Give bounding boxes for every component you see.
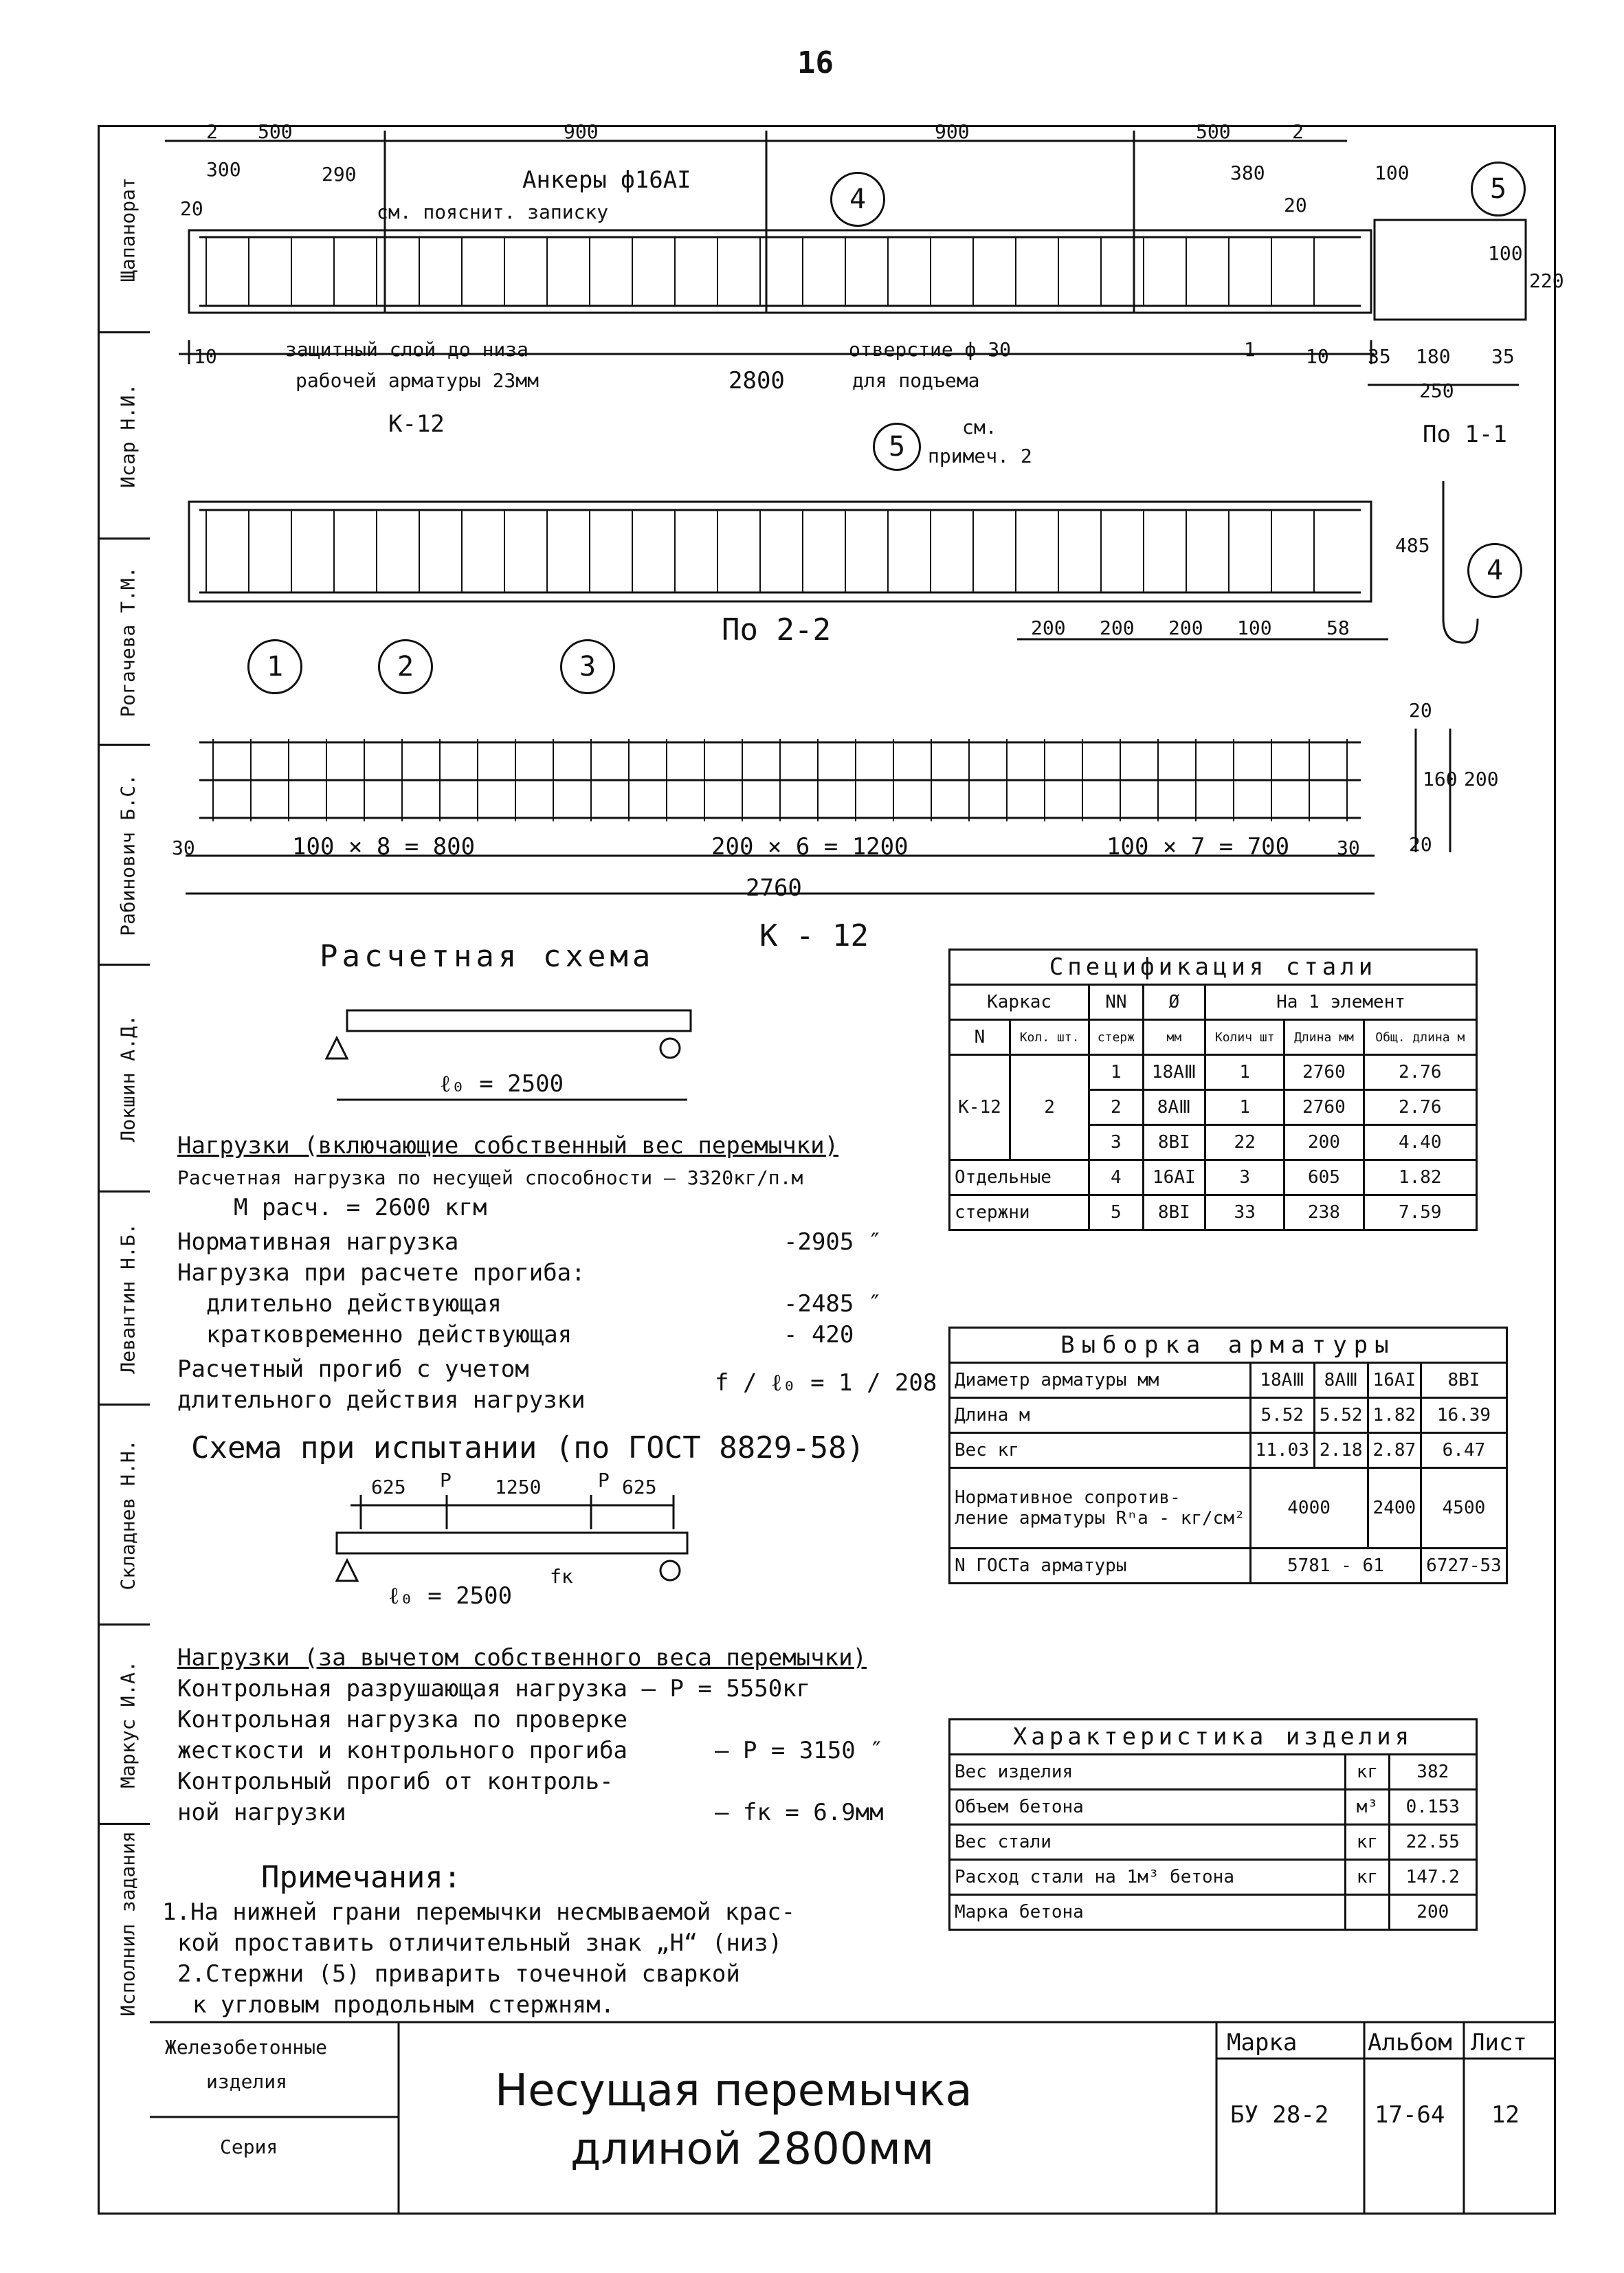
marker-1 bbox=[247, 639, 302, 694]
mid-dim-4: 100 bbox=[1237, 617, 1272, 639]
side-stamp-text: Левантин Н.Б. bbox=[116, 1222, 140, 1374]
spec-cell: 2.76 bbox=[1364, 1090, 1476, 1125]
mid-dim-2: 200 bbox=[1100, 617, 1135, 639]
prod-label: Объем бетона bbox=[950, 1790, 1346, 1825]
rebar-norm-v2: 2400 bbox=[1368, 1468, 1421, 1549]
marker-label: 1 bbox=[266, 651, 284, 683]
test-row-3: Контрольный прогиб от контроль- bbox=[177, 1768, 614, 1795]
anchor-ref: см. пояснит. записку bbox=[377, 201, 609, 223]
rebar-h-0: Диаметр арматуры мм bbox=[950, 1363, 1251, 1398]
mid-dim-3: 200 bbox=[1168, 617, 1203, 639]
rebar-cell: 2.18 bbox=[1314, 1433, 1368, 1468]
marker-label: 2 bbox=[397, 651, 414, 683]
dim-top-6: 900 bbox=[564, 120, 599, 143]
spec-h-kolsht: Колич шт bbox=[1205, 1020, 1284, 1055]
spec-cell: 8AⅢ bbox=[1143, 1090, 1205, 1125]
dim-top-12: 100 bbox=[1375, 162, 1410, 184]
marker-label: 5 bbox=[1489, 173, 1507, 205]
spec-cell: 8BI bbox=[1143, 1125, 1205, 1160]
prod-unit: кг bbox=[1346, 1755, 1389, 1790]
rebar-gost-label: N ГОСТа арматуры bbox=[950, 1549, 1251, 1584]
rebar-r1-label: Длина м bbox=[950, 1398, 1251, 1433]
tb-mark: БУ 28-2 bbox=[1230, 2101, 1329, 2129]
calc-deflection: f / ℓ₀ = 1 / 208 bbox=[715, 1369, 937, 1397]
spec-cell: 22 bbox=[1205, 1125, 1284, 1160]
spec-cell: 16AI bbox=[1143, 1160, 1205, 1195]
spec-cell: 2 bbox=[1089, 1090, 1143, 1125]
test-val-2: — P = 3150 ″ bbox=[715, 1737, 884, 1764]
prod-value: 147.2 bbox=[1389, 1860, 1476, 1895]
prod-title: Характеристика изделия bbox=[950, 1720, 1477, 1755]
dim-top-7: 900 bbox=[935, 120, 970, 143]
note-line-3: 2.Стержни (5) приварить точечной сваркой bbox=[177, 1960, 740, 1988]
spec-title: Спецификация стали bbox=[950, 950, 1477, 985]
tb-title-2: длиной 2800мм bbox=[570, 2124, 935, 2175]
cage-sec-dim-3: 20 bbox=[1409, 833, 1432, 856]
prod-unit: м³ bbox=[1346, 1790, 1389, 1825]
mid-dim-5: 58 bbox=[1326, 617, 1350, 639]
sec-dim-100: 100 bbox=[1488, 242, 1523, 265]
dim-top-1: 2 bbox=[206, 120, 218, 143]
spec-cell: 3 bbox=[1089, 1125, 1143, 1160]
side-stamp-text: Маркус И.А. bbox=[116, 1660, 140, 1788]
rebar-h-1: 18AⅢ bbox=[1250, 1363, 1314, 1398]
side-stamp-text: Рабинович Б.С. bbox=[116, 773, 140, 936]
hole-note: отверстие ф 30 bbox=[849, 338, 1012, 361]
tb-left-2: изделия bbox=[206, 2070, 288, 2093]
dim-top-11: 20 bbox=[1284, 194, 1307, 217]
test-title: Схема при испытании (по ГОСТ 8829-58) bbox=[191, 1430, 865, 1465]
calc-row-1: M расч. = 2600 кгм bbox=[234, 1194, 487, 1221]
calc-row-6: Расчетный прогиб с учетом bbox=[177, 1355, 529, 1383]
side-stamp-text: Складнев Н.Н. bbox=[116, 1439, 140, 1590]
tb-left-1: Железобетонные bbox=[165, 2036, 328, 2059]
k12-label-mid: К-12 bbox=[388, 410, 445, 438]
spec-cell: 33 bbox=[1205, 1195, 1284, 1230]
marker-4-hook bbox=[1467, 543, 1522, 598]
test-span: ℓ₀ = 2500 bbox=[388, 1582, 513, 1610]
spec-h-dl: Длина мм bbox=[1284, 1020, 1364, 1055]
protect-note: защитный слой до низа bbox=[285, 338, 529, 361]
prod-label: Марка бетона bbox=[950, 1895, 1346, 1930]
side-stamp-text: Щапанорат bbox=[116, 177, 140, 282]
test-fk: fк bbox=[550, 1565, 573, 1588]
marker-5-section bbox=[1471, 162, 1526, 217]
test-row-1: Контрольная нагрузка по проверке bbox=[177, 1706, 628, 1733]
marker-label: 3 bbox=[579, 651, 597, 683]
spec-cell: 2.76 bbox=[1364, 1055, 1476, 1090]
calc-val-5: - 420 bbox=[783, 1321, 854, 1349]
prod-label: Расход стали на 1м³ бетона bbox=[950, 1860, 1346, 1895]
rebar-cell: 2.87 bbox=[1368, 1433, 1421, 1468]
calc-row-5: кратковременно действующая bbox=[206, 1321, 572, 1349]
marker-label: 4 bbox=[1486, 555, 1504, 586]
dim-top-8: 500 bbox=[1196, 120, 1231, 143]
calc-row-7: длительного действия нагрузки bbox=[177, 1386, 586, 1414]
marker-label: 4 bbox=[849, 184, 867, 215]
spec-cell: 1 bbox=[1205, 1055, 1284, 1090]
protect-note-2: рабочей арматуры 23мм bbox=[296, 369, 540, 392]
prod-value: 22.55 bbox=[1389, 1825, 1476, 1860]
notes-title: Примечания: bbox=[261, 1860, 462, 1895]
spec-cell: 4 bbox=[1089, 1160, 1143, 1195]
spec-h-mm: мм bbox=[1143, 1020, 1205, 1055]
rebar-norm-label-2: ление арматуры Rⁿa - кг/см² bbox=[955, 1508, 1245, 1529]
cage-seg-1: 100 × 8 = 800 bbox=[292, 833, 476, 861]
dim-10-left: 10 bbox=[194, 345, 217, 368]
spec-cell: 8BI bbox=[1143, 1195, 1205, 1230]
test-dim-2: P bbox=[440, 1469, 452, 1492]
section-1-label: По 1-1 bbox=[1423, 421, 1507, 448]
rebar-cell: 16.39 bbox=[1421, 1398, 1507, 1433]
mid-note: см. bbox=[962, 416, 997, 439]
dim-10-right: 10 bbox=[1306, 345, 1329, 368]
cage-sec-dim-2: 160 bbox=[1423, 768, 1458, 790]
spec-sep-2: стержни bbox=[950, 1195, 1089, 1230]
cage-label: К - 12 bbox=[759, 918, 869, 953]
cage-dim-right: 30 bbox=[1337, 836, 1360, 859]
cage-dim-left: 30 bbox=[172, 836, 195, 859]
hole-note-2: для подъема bbox=[852, 369, 980, 392]
calc-val-4: -2485 ″ bbox=[783, 1290, 882, 1318]
spec-sep-1: Отдельные bbox=[950, 1160, 1089, 1195]
spec-h-d: Ø bbox=[1143, 985, 1205, 1020]
spec-h-el: На 1 элемент bbox=[1205, 985, 1477, 1020]
dim-top-5: 290 bbox=[322, 163, 357, 186]
note-line-4: к угловым продольным стержням. bbox=[192, 1991, 615, 2019]
spec-cell: 4.40 bbox=[1364, 1125, 1476, 1160]
calc-row-0: Расчетная нагрузка по несущей способности — 3320кг/п.м bbox=[177, 1166, 803, 1189]
spec-h-st: стерж bbox=[1089, 1020, 1143, 1055]
sec-dim-220: 220 bbox=[1529, 269, 1564, 292]
spec-h-kol: Кол. шт. bbox=[1010, 1020, 1089, 1055]
marker-label: 5 bbox=[888, 431, 906, 463]
marker-3 bbox=[560, 639, 615, 694]
rebar-h-4: 8BI bbox=[1421, 1363, 1507, 1398]
test-dim-1: 625 bbox=[371, 1476, 406, 1498]
spec-cell: 5 bbox=[1089, 1195, 1143, 1230]
marker-5-mid bbox=[873, 423, 921, 471]
calc-val-2: -2905 ″ bbox=[783, 1228, 882, 1256]
anchor-note: Анкеры ф16AI bbox=[522, 166, 691, 194]
calc-span: ℓ₀ = 2500 bbox=[440, 1070, 564, 1098]
calc-row-2: Нормативная нагрузка bbox=[177, 1228, 459, 1256]
page-number: 16 bbox=[797, 45, 834, 80]
spec-cell: 7.59 bbox=[1364, 1195, 1476, 1230]
prod-label: Вес стали bbox=[950, 1825, 1346, 1860]
spec-cell: 605 bbox=[1284, 1160, 1364, 1195]
section-2-label: По 2-2 bbox=[722, 612, 831, 647]
hook-dim: 485 bbox=[1395, 534, 1430, 557]
rebar-cell: 11.03 bbox=[1250, 1433, 1314, 1468]
side-stamp-text: Рогачева Т.М. bbox=[116, 566, 140, 718]
rebar-norm-v1: 4000 bbox=[1250, 1468, 1368, 1549]
tb-sheet: 12 bbox=[1491, 2101, 1520, 2129]
rebar-gost-v2: 6727-53 bbox=[1421, 1549, 1507, 1584]
test-loads-title: Нагрузки (за вычетом собственного веса перемычки) bbox=[177, 1644, 867, 1672]
dim-top-3: 300 bbox=[206, 158, 241, 181]
cage-sec-dim-1: 20 bbox=[1409, 699, 1432, 722]
rebar-cell: 6.47 bbox=[1421, 1433, 1507, 1468]
dim-1: 1 bbox=[1244, 338, 1256, 361]
note-line-1: 1.На нижней грани перемычки несмываемой крас- bbox=[162, 1898, 796, 1926]
spec-h-n: N bbox=[950, 1020, 1010, 1055]
test-dim-4: P bbox=[598, 1469, 610, 1492]
rebar-r2-label: Вес кг bbox=[950, 1433, 1251, 1468]
test-row-4: ной нагрузки bbox=[177, 1799, 346, 1826]
marker-4-top bbox=[830, 172, 885, 227]
tb-left-3: Серия bbox=[220, 2136, 278, 2158]
spec-cell: 238 bbox=[1284, 1195, 1364, 1230]
test-val-4: — fк = 6.9мм bbox=[715, 1799, 884, 1826]
test-row-0: Контрольная разрушающая нагрузка — P = 5550кг bbox=[177, 1675, 811, 1703]
cage-seg-3: 100 × 7 = 700 bbox=[1106, 833, 1290, 861]
side-stamp-text: Локшин А.Д. bbox=[116, 1014, 140, 1142]
spec-h-obsh: Общ. длина м bbox=[1364, 1020, 1476, 1055]
tb-h-sheet: Лист bbox=[1471, 2029, 1527, 2056]
rebar-table bbox=[948, 1327, 1508, 1584]
spec-cell: 2760 bbox=[1284, 1055, 1364, 1090]
mid-note-2: примеч. 2 bbox=[928, 445, 1032, 467]
cage-total: 2760 bbox=[746, 874, 802, 902]
spec-cell: 1 bbox=[1205, 1090, 1284, 1125]
prod-value: 0.153 bbox=[1389, 1790, 1476, 1825]
spec-cell: 1.82 bbox=[1364, 1160, 1476, 1195]
prod-unit: кг bbox=[1346, 1860, 1389, 1895]
cage-seg-2: 200 × 6 = 1200 bbox=[711, 833, 909, 861]
tb-title-1: Несущая перемычка bbox=[495, 2065, 972, 2116]
marker-2 bbox=[378, 639, 433, 694]
test-dim-5: 625 bbox=[622, 1476, 657, 1498]
rebar-h-2: 8AⅢ bbox=[1314, 1363, 1368, 1398]
dim-top-10: 380 bbox=[1230, 162, 1265, 184]
dim-top-9: 2 bbox=[1292, 120, 1304, 143]
spec-cell: 2760 bbox=[1284, 1090, 1364, 1125]
rebar-cell: 5.52 bbox=[1250, 1398, 1314, 1433]
calc-title: Расчетная схема bbox=[320, 939, 655, 974]
dim-top-2: 500 bbox=[258, 120, 293, 143]
rebar-title: Выборка арматуры bbox=[950, 1328, 1507, 1363]
sec-dim-250: 250 bbox=[1419, 379, 1454, 402]
tb-album: 17-64 bbox=[1375, 2101, 1445, 2129]
product-table bbox=[948, 1718, 1478, 1931]
prod-value: 382 bbox=[1389, 1755, 1476, 1790]
spec-table bbox=[948, 949, 1478, 1231]
calc-loads-title: Нагрузки (включающие собственный вес перемычки) bbox=[177, 1132, 839, 1160]
test-row-2: жесткости и контрольного прогиба bbox=[177, 1737, 628, 1764]
rebar-norm-v3: 4500 bbox=[1421, 1468, 1507, 1549]
spec-h-nn: NN bbox=[1089, 985, 1143, 1020]
sec-dim-35b: 35 bbox=[1491, 345, 1515, 368]
spec-h-karkas: Каркас bbox=[950, 985, 1089, 1020]
spec-cell: 18AⅢ bbox=[1143, 1055, 1205, 1090]
prod-label: Вес изделия bbox=[950, 1755, 1346, 1790]
rebar-h-3: 16AI bbox=[1368, 1363, 1421, 1398]
side-stamp-text: Исар Н.И. bbox=[116, 383, 140, 488]
prod-unit bbox=[1346, 1895, 1389, 1930]
tb-h-mark: Марка bbox=[1227, 2029, 1298, 2056]
rebar-gost-v1: 5781 - 61 bbox=[1250, 1549, 1421, 1584]
rebar-norm-label bbox=[950, 1468, 1251, 1549]
rebar-norm-label-1: Нормативное сопротив- bbox=[955, 1487, 1181, 1508]
mid-dim-1: 200 bbox=[1031, 617, 1066, 639]
sec-dim-180: 180 bbox=[1416, 345, 1451, 368]
test-dim-3: 1250 bbox=[495, 1476, 542, 1498]
side-stamp-text: Исполнил задания bbox=[116, 1830, 140, 2017]
rebar-cell: 5.52 bbox=[1314, 1398, 1368, 1433]
calc-row-4: длительно действующая bbox=[206, 1290, 502, 1318]
calc-row-3: Нагрузка при расчете прогиба: bbox=[177, 1259, 586, 1287]
spec-cell: 1 bbox=[1089, 1055, 1143, 1090]
sec-dim-35a: 35 bbox=[1368, 345, 1391, 368]
prod-value: 200 bbox=[1389, 1895, 1476, 1930]
beam-length: 2800 bbox=[728, 367, 785, 395]
spec-frame: К-12 bbox=[950, 1055, 1010, 1160]
rebar-cell: 1.82 bbox=[1368, 1398, 1421, 1433]
spec-frame-qty: 2 bbox=[1010, 1055, 1089, 1160]
prod-unit: кг bbox=[1346, 1825, 1389, 1860]
tb-h-album: Альбом bbox=[1368, 2029, 1452, 2056]
spec-cell: 200 bbox=[1284, 1125, 1364, 1160]
cage-sec-dim-4: 200 bbox=[1464, 768, 1499, 790]
dim-top-4: 20 bbox=[180, 197, 203, 220]
spec-cell: 3 bbox=[1205, 1160, 1284, 1195]
note-line-2: кой проставить отличительный знак „Н“ (низ) bbox=[177, 1929, 783, 1957]
